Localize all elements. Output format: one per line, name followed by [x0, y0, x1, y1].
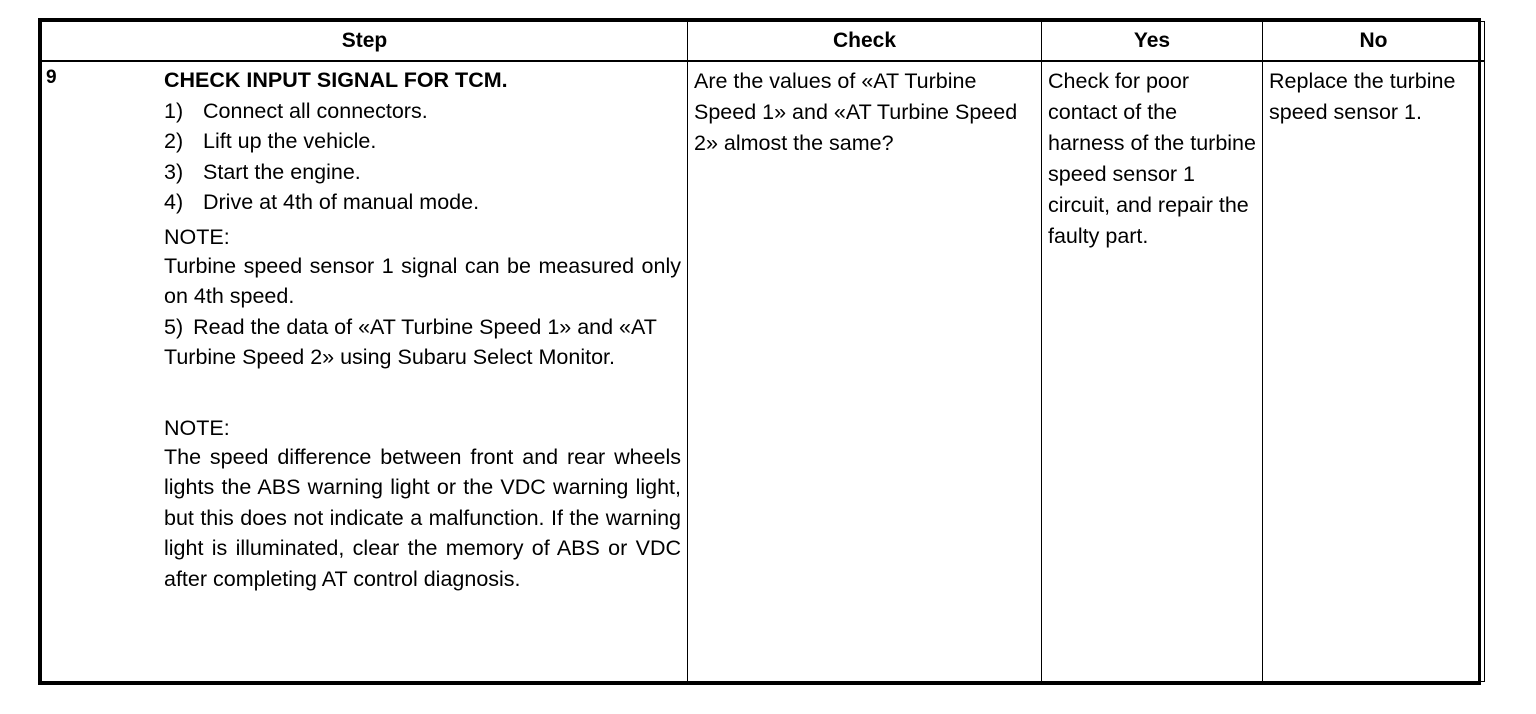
check-cell [688, 61, 1042, 682]
note-text: The speed difference between front and rear wheels lights the ABS warning light or the VDC warning light, but this does not indicate a malfunction. If the warning light is illuminated, clear the memory of ABS or VDC after completing AT control diagnosis. [164, 444, 681, 591]
procedure-item [164, 126, 681, 157]
spacer [164, 373, 681, 409]
header-step: Step [42, 22, 688, 61]
check-text: Are the values of «AT Turbine Speed 1» and «AT Turbine Speed 2» almost the same? [694, 68, 1018, 155]
table-row [42, 61, 1485, 682]
header-no: No [1263, 22, 1485, 61]
diagnostic-table-wrapper [38, 18, 1481, 685]
step-cell [42, 61, 688, 682]
procedure-step-5 [164, 312, 681, 373]
procedure-text: Drive at 4th of manual mode. [203, 190, 480, 214]
note-label: NOTE: [164, 224, 230, 249]
procedure-item [164, 96, 681, 127]
procedure-number: 2) [164, 129, 184, 153]
note-label: NOTE: [164, 415, 230, 440]
procedure-number: 4) [164, 190, 184, 214]
procedure-text: Lift up the vehicle. [203, 129, 377, 153]
procedure-number: 5) [164, 314, 184, 339]
procedure-text: Connect all connectors. [203, 98, 428, 123]
procedure-item [164, 157, 681, 188]
no-text: Replace the turbine speed sensor 1. [1269, 68, 1456, 124]
header-yes: Yes [1042, 22, 1263, 61]
step-title: CHECK INPUT SIGNAL FOR TCM. [164, 67, 508, 92]
procedure-item [164, 187, 681, 218]
procedure-text: Read the data of «AT Turbine Speed 1» and «AT Turbine Speed 2» using Subaru Select Monitor. [164, 314, 657, 369]
header-check: Check [688, 22, 1042, 61]
yes-cell [1042, 61, 1263, 682]
procedure-list [164, 96, 681, 218]
no-cell [1263, 61, 1485, 682]
procedure-number: 1) [164, 98, 184, 123]
table-header-row [42, 22, 1485, 61]
step-body [164, 62, 687, 595]
note-text: Turbine speed sensor 1 signal can be measured only on 4th speed. [164, 253, 681, 308]
diagnostic-table [41, 21, 1485, 682]
yes-text: Check for poor contact of the harness of the turbine speed sensor 1 circuit, and repair the faulty part. [1048, 68, 1256, 248]
procedure-text: Start the engine. [203, 159, 361, 184]
step-number: 9 [46, 66, 57, 88]
procedure-number: 3) [164, 159, 184, 184]
